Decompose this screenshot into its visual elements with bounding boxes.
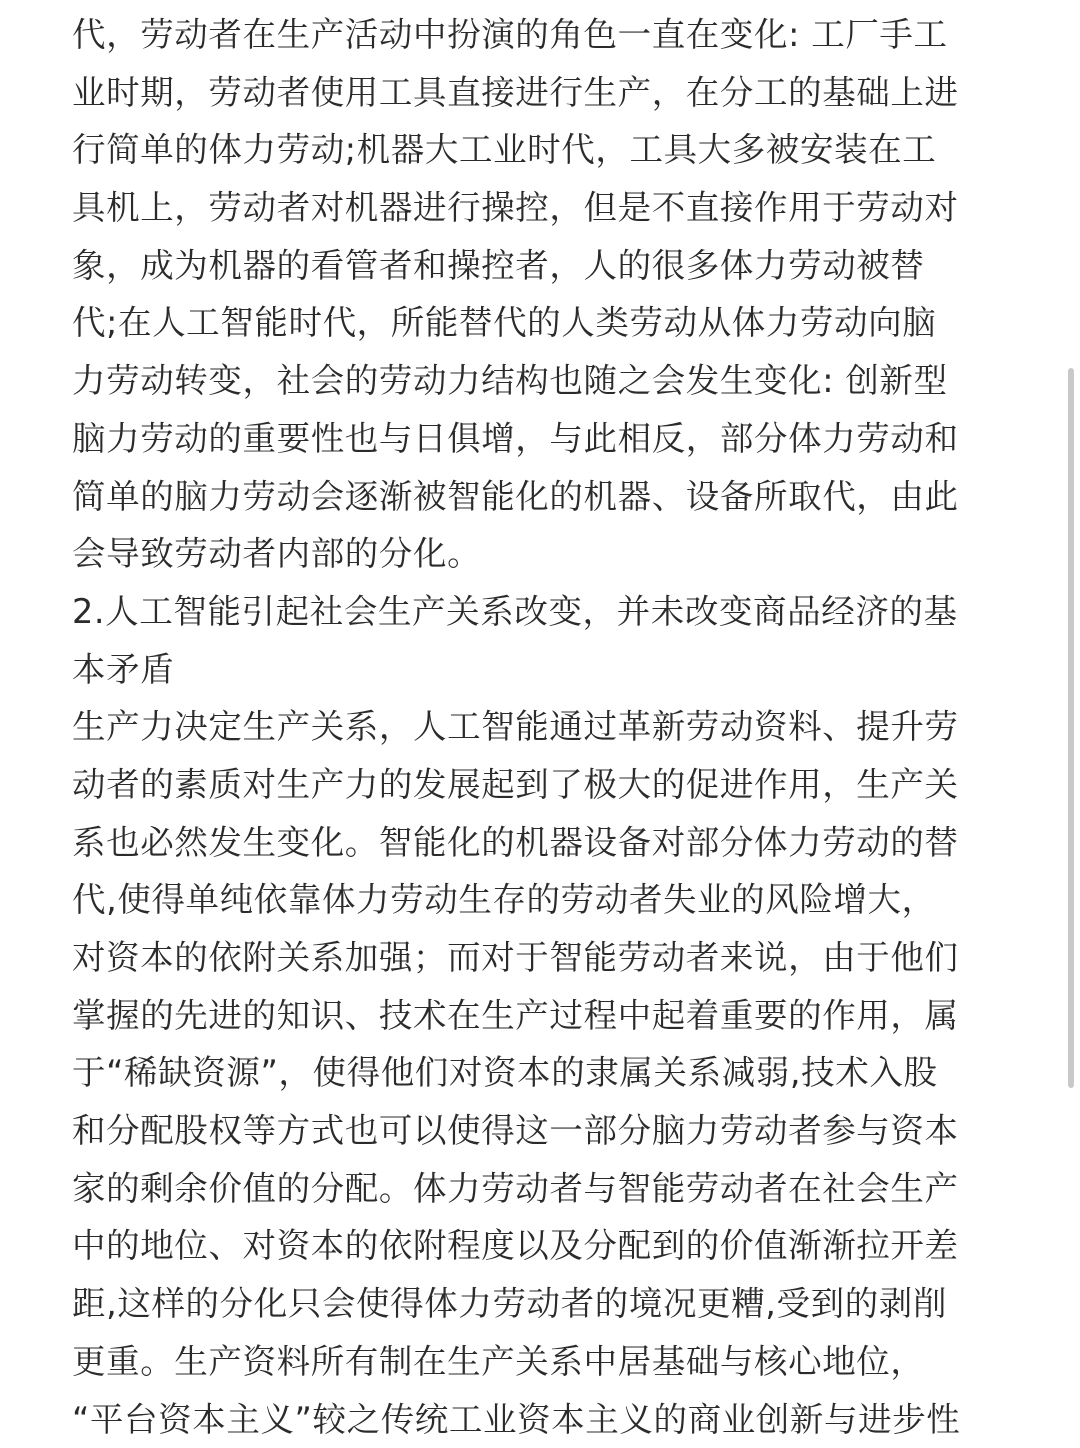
text-line: 力劳动转变，社会的劳动力结构也随之会发生变化: 创新型	[72, 352, 1012, 410]
text-line: 于“稀缺资源”，使得他们对资本的隶属关系减弱,技术入股	[72, 1044, 1012, 1102]
text-line: 掌握的先进的知识、技术在生产过程中起着重要的作用，属	[72, 987, 1012, 1045]
text-line: 生产力决定生产关系，人工智能通过革新劳动资料、提升劳	[72, 698, 1012, 756]
text-line: 系也必然发生变化。智能化的机器设备对部分体力劳动的替	[72, 814, 1012, 872]
section-heading-line: 2.人工智能引起社会生产关系改变，并未改变商品经济的基	[72, 583, 1012, 641]
scrollbar-thumb[interactable]	[1068, 368, 1074, 1088]
text-line: 距,这样的分化只会使得体力劳动者的境况更糟,受到的剥削	[72, 1275, 1012, 1333]
text-line: 对资本的依附关系加强；而对于智能劳动者来说，由于他们	[72, 929, 1012, 987]
text-line: 动者的素质对生产力的发展起到了极大的促进作用，生产关	[72, 756, 1012, 814]
text-line: 更重。生产资料所有制在生产关系中居基础与核心地位，	[72, 1333, 1012, 1391]
text-line: 代,使得单纯依靠体力劳动生存的劳动者失业的风险增大，	[72, 871, 1012, 929]
text-line: “平台资本主义”较之传统工业资本主义的商业创新与进步性	[72, 1391, 1012, 1448]
text-line: 代;在人工智能时代，所能替代的人类劳动从体力劳动向脑	[72, 294, 1012, 352]
section-heading-line: 本矛盾	[72, 641, 1012, 699]
text-line: 和分配股权等方式也可以使得这一部分脑力劳动者参与资本	[72, 1102, 1012, 1160]
text-line: 代，劳动者在生产活动中扮演的角色一直在变化: 工厂手工	[72, 6, 1012, 64]
text-line: 象，成为机器的看管者和操控者，人的很多体力劳动被替	[72, 237, 1012, 295]
text-line: 会导致劳动者内部的分化。	[72, 525, 1012, 583]
text-line: 业时期，劳动者使用工具直接进行生产，在分工的基础上进	[72, 64, 1012, 122]
text-line: 行简单的体力劳动;机器大工业时代，工具大多被安装在工	[72, 121, 1012, 179]
text-line: 简单的脑力劳动会逐渐被智能化的机器、设备所取代，由此	[72, 468, 1012, 526]
text-line: 中的地位、对资本的依附程度以及分配到的价值渐渐拉开差	[72, 1217, 1012, 1275]
article-text	[72, 6, 1012, 1448]
text-line: 脑力劳动的重要性也与日俱增，与此相反，部分体力劳动和	[72, 410, 1012, 468]
text-line: 具机上，劳动者对机器进行操控，但是不直接作用于劳动对	[72, 179, 1012, 237]
text-line: 家的剩余价值的分配。体力劳动者与智能劳动者在社会生产	[72, 1160, 1012, 1218]
